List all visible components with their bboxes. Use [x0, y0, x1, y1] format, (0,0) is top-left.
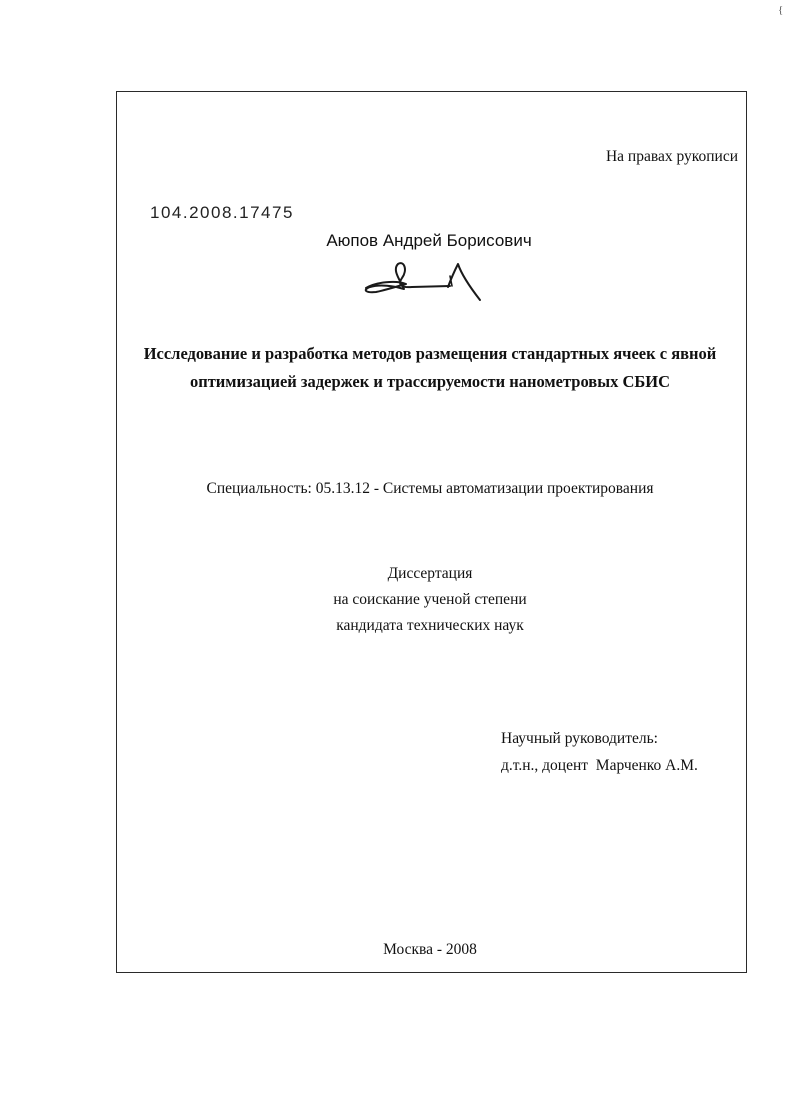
supervisor-block [501, 725, 698, 779]
degree-line-3: кандидата технических наук [336, 617, 524, 634]
title-line-1: Исследование и разработка методов размещения стандартных ячеек с явной [143, 344, 717, 363]
supervisor-name: д.т.н., доцент Марченко А.М. [501, 757, 698, 774]
corner-mark: { [778, 4, 784, 16]
page-frame [116, 91, 747, 973]
author-name: Аюпов Андрей Борисович [326, 231, 532, 250]
dissertation-title [130, 340, 730, 396]
city-year: Москва - 2008 [383, 941, 477, 958]
archive-number: 104.2008.17475 [150, 203, 294, 222]
degree-block [130, 561, 730, 639]
title-line-2: оптимизацией задержек и трассируемости нанометровых СБИС [189, 372, 671, 391]
signature-image [356, 256, 486, 304]
supervisor-label: Научный руководитель: [501, 730, 658, 747]
specialty: Специальность: 05.13.12 - Системы автоматизации проектирования [206, 480, 654, 497]
degree-line-2: на соискание ученой степени [333, 591, 527, 608]
degree-line-1: Диссертация [387, 565, 473, 582]
manuscript-note: На правах рукописи [605, 148, 738, 165]
